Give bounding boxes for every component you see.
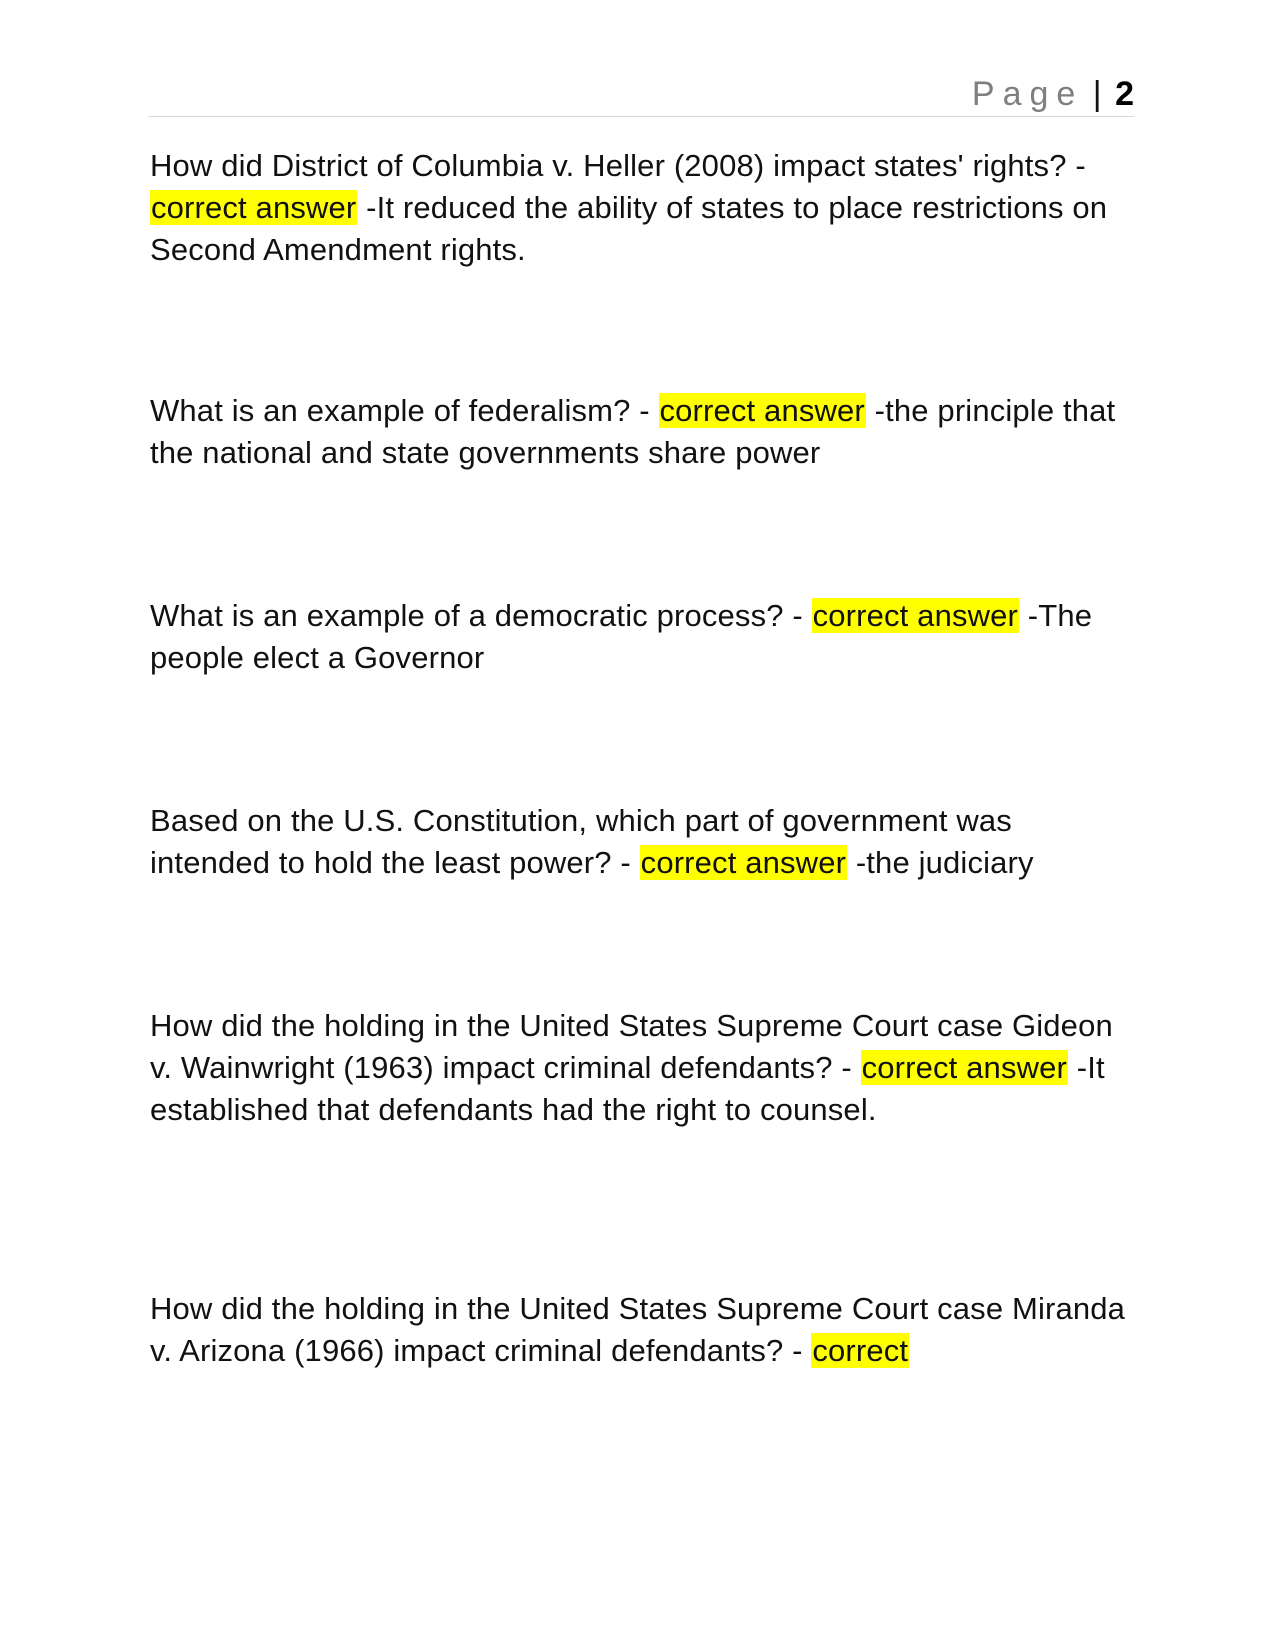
question-text: What is an example of a democratic process? - (150, 598, 812, 633)
page-number-label (972, 74, 1134, 114)
qa-item-5 (150, 1005, 1130, 1131)
qa-item-1 (150, 145, 1130, 271)
question-text: How did District of Columbia v. Heller (2008) impact states' rights? - (150, 148, 1086, 183)
qa-item-4 (150, 800, 1130, 884)
question-text: What is an example of federalism? - (150, 393, 659, 428)
answer-text: -the principle that the national and state governments share power (150, 393, 1116, 470)
question-text: Based on the U.S. Constitution, which part of government was intended to hold the least power? - (150, 803, 1012, 880)
correct-answer-highlight: correct answer (861, 1050, 1067, 1085)
correct-answer-highlight: correct answer (812, 598, 1019, 633)
question-text: How did the holding in the United States Supreme Court case Miranda v. Arizona (1966) impact criminal defendants? - (150, 1291, 1126, 1368)
correct-answer-highlight: correct answer (151, 190, 357, 225)
answer-text: -It established that defendants had the right to counsel. (150, 1050, 1105, 1127)
correct-answer-highlight: correct answer (640, 845, 847, 880)
page-header (148, 70, 1134, 117)
answer-text: -the judiciary (847, 845, 1034, 880)
answer-text: -The people elect a Governor (150, 598, 1093, 675)
correct-answer-highlight: correct answer (659, 393, 865, 428)
question-text: How did the holding in the United States Supreme Court case Gideon v. Wainwright (1963) impact criminal defendants? - (150, 1008, 1113, 1085)
page-separator: | (1092, 75, 1102, 113)
correct-answer-highlight: correct (812, 1333, 909, 1368)
qa-item-3 (150, 595, 1130, 679)
page-number: 2 (1115, 75, 1134, 113)
answer-text: -It reduced the ability of states to place restrictions on Second Amendment rights. (150, 190, 1108, 267)
qa-item-6 (150, 1288, 1130, 1372)
page-word: Page (971, 75, 1084, 113)
qa-item-2 (150, 390, 1130, 474)
